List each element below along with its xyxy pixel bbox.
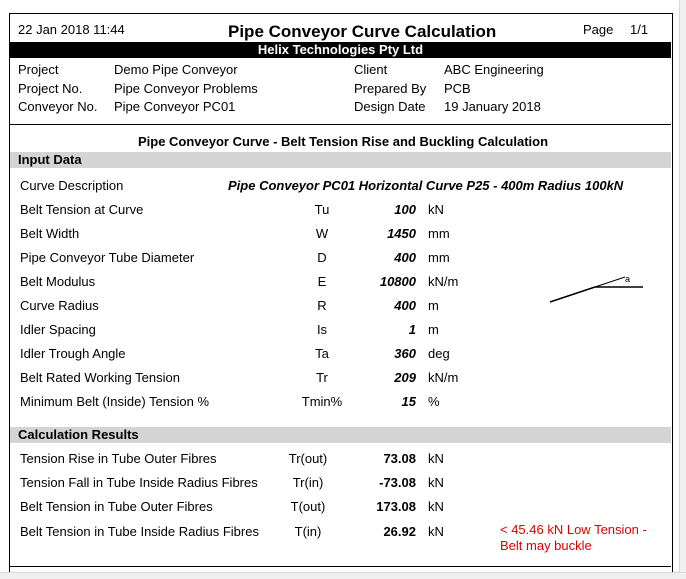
result-label: Tension Fall in Tube Inside Radius Fibres: [20, 475, 258, 490]
page-number: 1/1: [630, 22, 649, 37]
prepared-by-value: PCB: [444, 81, 471, 96]
input-label: Idler Trough Angle: [20, 346, 126, 361]
input-symbol: Is: [316, 322, 328, 337]
client-value: ABC Engineering: [444, 62, 544, 77]
input-value: 360: [394, 346, 416, 361]
diagram-angle-label: a: [625, 274, 631, 284]
result-unit: kN: [428, 475, 444, 490]
input-symbol: E: [317, 274, 327, 289]
project-label: Project: [18, 62, 59, 77]
input-data-heading: Input Data: [18, 152, 82, 167]
result-value: 26.92: [383, 524, 416, 539]
result-symbol: Tr(out): [288, 451, 328, 466]
info-divider: [10, 124, 671, 125]
design-date-label: Design Date: [354, 99, 426, 114]
conveyor-no-value: Pipe Conveyor PC01: [114, 99, 236, 114]
input-symbol: Tr: [316, 370, 328, 385]
project-no-value: Pipe Conveyor Problems: [114, 81, 258, 96]
input-label: Belt Modulus: [20, 274, 96, 289]
input-value: 1450: [387, 226, 416, 241]
result-unit: kN: [428, 451, 444, 466]
result-value: 73.08: [383, 451, 416, 466]
design-date-value: 19 January 2018: [444, 99, 541, 114]
report-title: Pipe Conveyor Curve Calculation: [228, 22, 497, 41]
input-label: Curve Radius: [20, 298, 99, 313]
project-no-label: Project No.: [18, 81, 83, 96]
input-value: 209: [394, 370, 416, 385]
result-symbol: T(out): [290, 499, 326, 514]
input-label: Belt Rated Working Tension: [20, 370, 180, 385]
input-unit: m: [428, 298, 439, 313]
input-symbol: Tmin%: [301, 394, 343, 409]
curve-description-label: Curve Description: [20, 178, 124, 193]
report-datetime: 22 Jan 2018 11:44: [18, 22, 125, 37]
input-label: Pipe Conveyor Tube Diameter: [20, 250, 195, 265]
low-tension-warning-line2: Belt may buckle: [500, 538, 592, 553]
input-symbol: Ta: [315, 346, 329, 361]
input-value: 1: [408, 322, 416, 337]
input-label: Belt Tension at Curve: [20, 202, 144, 217]
input-symbol: R: [317, 298, 327, 313]
page-label: Page: [583, 22, 614, 37]
result-value: 173.08: [376, 499, 416, 514]
input-symbol: D: [317, 250, 327, 265]
result-unit: kN: [428, 499, 444, 514]
vertical-scrollbar[interactable]: [679, 0, 686, 578]
company-banner: Helix Technologies Pty Ltd: [10, 42, 671, 58]
input-label: Idler Spacing: [20, 322, 96, 337]
diagram-extension-line: [595, 277, 625, 287]
input-value: 10800: [379, 274, 416, 289]
result-label: Tension Rise in Tube Outer Fibres: [20, 451, 217, 466]
curve-angle-diagram: [545, 270, 650, 310]
input-symbol: Tu: [314, 202, 330, 217]
calculation-results-band: [10, 427, 671, 443]
client-label: Client: [354, 62, 388, 77]
calculation-results-heading: Calculation Results: [18, 427, 139, 442]
prepared-by-label: Prepared By: [354, 81, 427, 96]
result-value: -73.08: [379, 475, 416, 490]
result-symbol: T(in): [294, 524, 322, 539]
low-tension-warning-line1: < 45.46 kN Low Tension -: [500, 522, 647, 537]
input-unit: mm: [428, 226, 450, 241]
input-value: 15: [401, 394, 416, 409]
input-symbol: W: [315, 226, 329, 241]
result-unit: kN: [428, 524, 444, 539]
input-value: 400: [394, 298, 416, 313]
conveyor-no-label: Conveyor No.: [18, 99, 98, 114]
input-unit: %: [428, 394, 440, 409]
input-unit: kN: [428, 202, 444, 217]
input-value: 400: [394, 250, 416, 265]
input-label: Belt Width: [20, 226, 80, 241]
input-unit: deg: [428, 346, 450, 361]
diagram-incline-line: [550, 287, 595, 302]
section-title: Pipe Conveyor Curve - Belt Tension Rise and Buckling Calculation: [137, 134, 549, 149]
input-unit: mm: [428, 250, 450, 265]
curve-description-value: Pipe Conveyor PC01 Horizontal Curve P25 - 400m Radius 100kN: [228, 178, 624, 193]
result-label: Belt Tension in Tube Outer Fibres: [20, 499, 213, 514]
input-unit: m: [428, 322, 439, 337]
input-unit: kN/m: [428, 370, 459, 385]
input-unit: kN/m: [428, 274, 459, 289]
result-label: Belt Tension in Tube Inside Radius Fibres: [20, 524, 259, 539]
input-label: Minimum Belt (Inside) Tension %: [20, 394, 210, 409]
project-value: Demo Pipe Conveyor: [114, 62, 238, 77]
results-divider: [10, 566, 671, 567]
result-symbol: Tr(in): [292, 475, 324, 490]
input-data-band: [10, 152, 671, 168]
input-value: 100: [394, 202, 416, 217]
